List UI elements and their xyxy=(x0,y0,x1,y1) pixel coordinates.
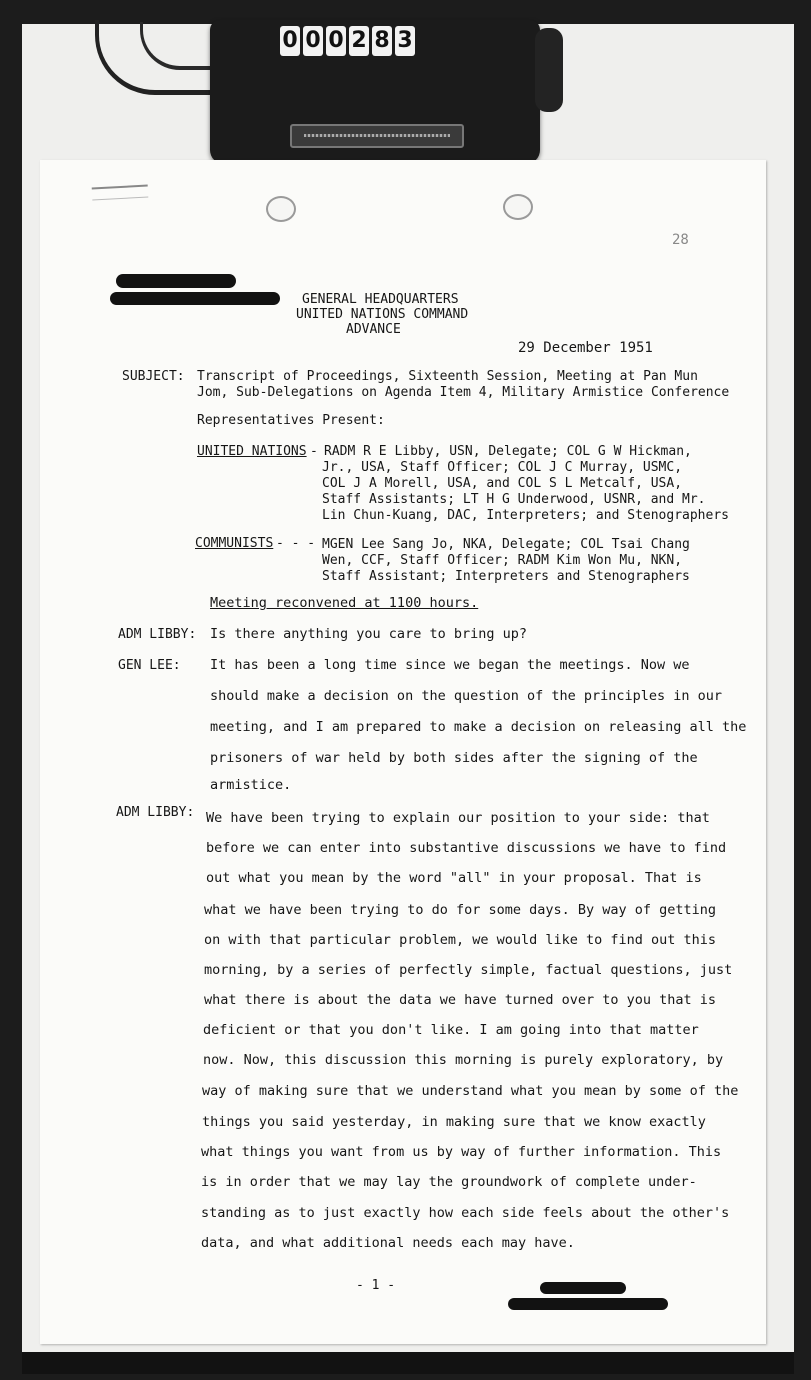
transcript-line: data, and what additional needs each may have. xyxy=(201,1235,575,1251)
document-date: 29 December 1951 xyxy=(518,340,653,356)
header-line-3: ADVANCE xyxy=(346,322,401,337)
transcript-line: things you said yesterday, in making sure that we know exactly xyxy=(202,1114,706,1130)
header-line-1: GENERAL HEADQUARTERS xyxy=(302,292,459,307)
un-delegation-line: Jr., USA, Staff Officer; COL J C Murray, USMC, xyxy=(322,460,683,475)
transcript-line: out what you mean by the word "all" in your proposal. That is xyxy=(206,870,702,886)
punch-hole xyxy=(503,194,533,220)
transcript-line: should make a decision on the question of the principles in our xyxy=(210,688,723,704)
transcript-line: deficient or that you don't like. I am going into that matter xyxy=(203,1022,699,1038)
transcript-line: what things you want from us by way of further information. This xyxy=(201,1144,722,1160)
speaker-label: ADM LIBBY: xyxy=(118,627,197,642)
redaction-bar xyxy=(116,274,236,288)
communist-delegation-line: Staff Assistant; Interpreters and Stenographers xyxy=(322,569,690,584)
un-delegation-label: UNITED NATIONS xyxy=(197,444,307,459)
un-delegation-line: RADM R E Libby, USN, Delegate; COL G W Hickman, xyxy=(324,444,692,459)
scan-bottom-edge xyxy=(22,1352,794,1374)
transcript-line: prisoners of war held by both sides after the signing of the xyxy=(210,750,698,766)
header-line-2: UNITED NATIONS COMMAND xyxy=(296,307,469,322)
subject-line-2: Jom, Sub-Delegations on Agenda Item 4, Military Armistice Conference xyxy=(197,385,730,400)
punch-hole xyxy=(266,196,296,222)
representatives-heading: Representatives Present: xyxy=(197,413,385,428)
un-delegation-dash: - xyxy=(310,444,318,459)
counter-knob xyxy=(535,28,563,112)
footer-page-number: - 1 - xyxy=(356,1278,396,1293)
transcript-line: standing as to just exactly how each side feels about the other's xyxy=(201,1205,730,1221)
page-number-top: 28 xyxy=(672,232,689,248)
redaction-bar xyxy=(110,292,280,305)
communist-delegation-line: MGEN Lee Sang Jo, NKA, Delegate; COL Tsai Chang xyxy=(322,537,690,552)
speaker-label: ADM LIBBY: xyxy=(116,805,195,820)
counter-digit: 0 xyxy=(280,26,300,56)
redaction-bar xyxy=(508,1298,668,1310)
transcript-line: way of making sure that we understand what you mean by some of the xyxy=(202,1083,739,1099)
frame-counter-digits xyxy=(280,26,415,56)
transcript-line: armistice. xyxy=(210,777,292,793)
transcript-line: We have been trying to explain our position to your side: that xyxy=(206,810,710,826)
transcript-line: Is there anything you care to bring up? xyxy=(210,626,527,642)
counter-digit: 0 xyxy=(303,26,323,56)
communist-delegation-dash: - - - xyxy=(276,536,316,551)
transcript-line: now. Now, this discussion this morning is purely exploratory, by xyxy=(203,1052,724,1068)
document-page xyxy=(40,160,766,1344)
transcript-line: before we can enter into substantive discussions we have to find xyxy=(206,840,727,856)
counter-digit: 2 xyxy=(349,26,369,56)
un-delegation-line: COL J A Morell, USA, and COL S L Metcalf, USA, xyxy=(322,476,683,491)
transcript-line: what there is about the data we have turned over to you that is xyxy=(204,992,717,1008)
transcript-line: It has been a long time since we began the meetings. Now we xyxy=(210,657,690,673)
communist-delegation-line: Wen, CCF, Staff Officer; RADM Kim Won Mu, NKN, xyxy=(322,553,683,568)
counter-digit: 0 xyxy=(326,26,346,56)
speaker-label: GEN LEE: xyxy=(118,658,181,673)
tear-mark xyxy=(92,185,149,201)
transcript-line: is in order that we may lay the groundwork of complete under- xyxy=(201,1174,697,1190)
subject-line-1: Transcript of Proceedings, Sixteenth Session, Meeting at Pan Mun xyxy=(197,369,698,384)
subject-label: SUBJECT: xyxy=(122,369,185,384)
un-delegation-line: Lin Chun-Kuang, DAC, Interpreters; and Stenographers xyxy=(322,508,729,523)
redaction-bar xyxy=(540,1282,626,1294)
transcript-line: morning, by a series of perfectly simple, factual questions, just xyxy=(204,962,733,978)
communist-delegation-label: COMMUNISTS xyxy=(195,536,274,551)
meeting-note: Meeting reconvened at 1100 hours. xyxy=(210,595,479,611)
counter-digit: 3 xyxy=(395,26,415,56)
transcript-line: meeting, and I am prepared to make a decision on releasing all the xyxy=(210,719,747,735)
transcript-line: what we have been trying to do for some days. By way of getting xyxy=(204,902,717,918)
counter-slot xyxy=(290,124,464,148)
transcript-line: on with that particular problem, we would like to find out this xyxy=(204,932,717,948)
counter-digit: 8 xyxy=(372,26,392,56)
un-delegation-line: Staff Assistants; LT H G Underwood, USNR, and Mr. xyxy=(322,492,706,507)
